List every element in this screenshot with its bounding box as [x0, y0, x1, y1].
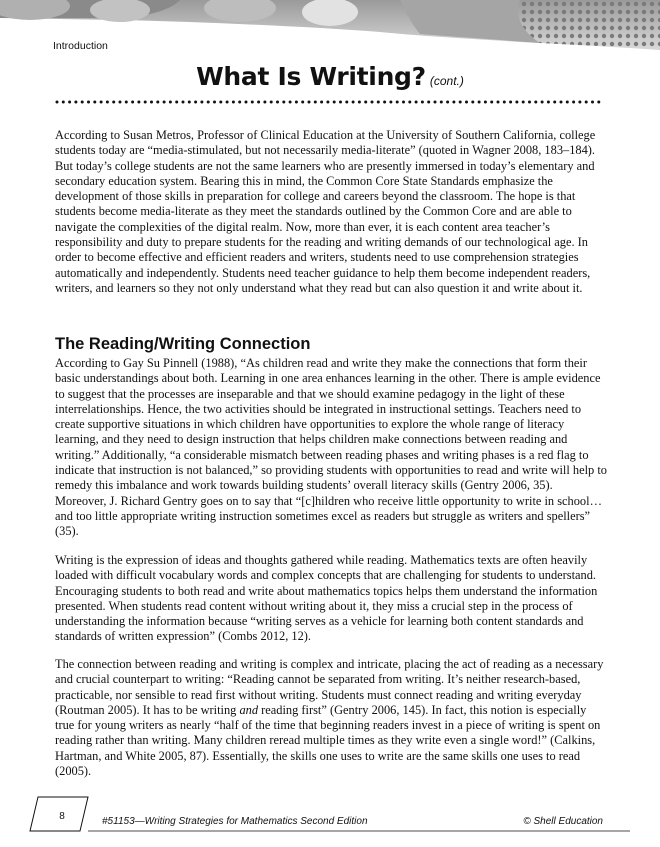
page-title — [0, 62, 660, 91]
paragraph-connection-part1: The connection between reading and writing is complex and intricate, placing the act of reading as a necessary and crucial counterpart to writing: “Reading cannot be separated from writing. It’s neither research-based, practicable, nor sensible to read first without writing. Students must connect reading and writing everyday (Routman 2005). It has to be writing — [55, 657, 604, 717]
paragraph-expression: Writing is the expression of ideas and thoughts gathered while reading. Mathematics texts are often heavily loaded with difficult vocabulary words and complex concepts that are challenging for students to understand. Encouraging students to both read and write about mathematics topics helps them understand the information presented. When students read content without writing about it, they miss a crucial step in the process of understanding the information because “writing serves as a vehicle for learning both content standards and standards of written expression” (Combs 2012, 12). — [55, 553, 598, 644]
page-number: 8 — [59, 811, 65, 822]
page-title-suffix: (cont.) — [429, 74, 464, 88]
paragraph-connection — [55, 657, 607, 779]
footer-book-reference: #51153—Writing Strategies for Mathematics Second Edition — [102, 816, 368, 827]
section-label: Introduction — [53, 40, 108, 52]
section-heading: The Reading/Writing Connection — [55, 335, 311, 353]
paragraph-intro: According to Susan Metros, Professor of Clinical Education at the University of Southern California, college students today are “media-stimulated, but not necessarily media-literate” (quoted in Wagner 2008, 183–184). But today’s college students are not the same learners who are presently immersed in today’s elementary and secondary education system. Bearing this in mind, the Common Core State Standards emphasize the development of those skills in preparation for college and careers beyond the classroom. The hope is that students become media-literate as they meet the standards outlined by the Common Core and are able to navigate the complexities of the digital realm. Now, more than ever, it is each content area teacher’s responsibility and duty to prepare students for the reading and writing demands of our technological age. In order to become effective and efficient readers and writers, students need to use comprehension strategies automatically and independently. Students need teacher guidance to help them become independent readers, writers, and learners so they not only understand what they read but can also question it and write about it. — [55, 128, 596, 295]
dotted-divider — [55, 99, 605, 105]
paragraph-connection-part2: reading first” (Gentry 2006, 145). In fact, this notion is especially true for young writers as nearly “half of the time that beginning readers invest in a piece of writing is spent on reading rather than writing. Many children reread multiple times as they write even a single word!” (Calkins, Hartman, and White 2005, 87). Essentially, the skills one uses to write are the same skills one uses to read (2005). — [55, 702, 601, 779]
footer-publisher: © Shell Education — [523, 816, 603, 827]
page-title-text: What Is Writing? — [196, 62, 426, 91]
paragraph-pinnell: According to Gay Su Pinnell (1988), “As children read and write they make the connections that form their basic understandings about both. Learning in one area enhances learning in the other. There is ample evidence to suggest that the processes are inseparable and that we should examine pedagogy in the light of these interrelationships. Hence, the two activities should be integrated in instructional settings. Teachers need to create supportive situations in which children have opportunities to explore the whole range of literacy learning, and they need to design instruction that helps children make connections between reading and writing.” Additionally, “a considerable mismatch between reading phases and writing phases is a red flag to indicate that instruction is not balanced,” so providing students with opportunities to read and write will help to remedy this imbalance and work towards building students’ overall literacy skills (Gentry 2006, 35). Moreover, J. Richard Gentry goes on to say that “[c]hildren who receive little opportunity to write in school…and too little appropriate writing instruction sometimes excel as readers but struggle as writers and spellers” (35). — [55, 356, 607, 539]
paragraph-connection-emphasis: and — [239, 702, 259, 717]
